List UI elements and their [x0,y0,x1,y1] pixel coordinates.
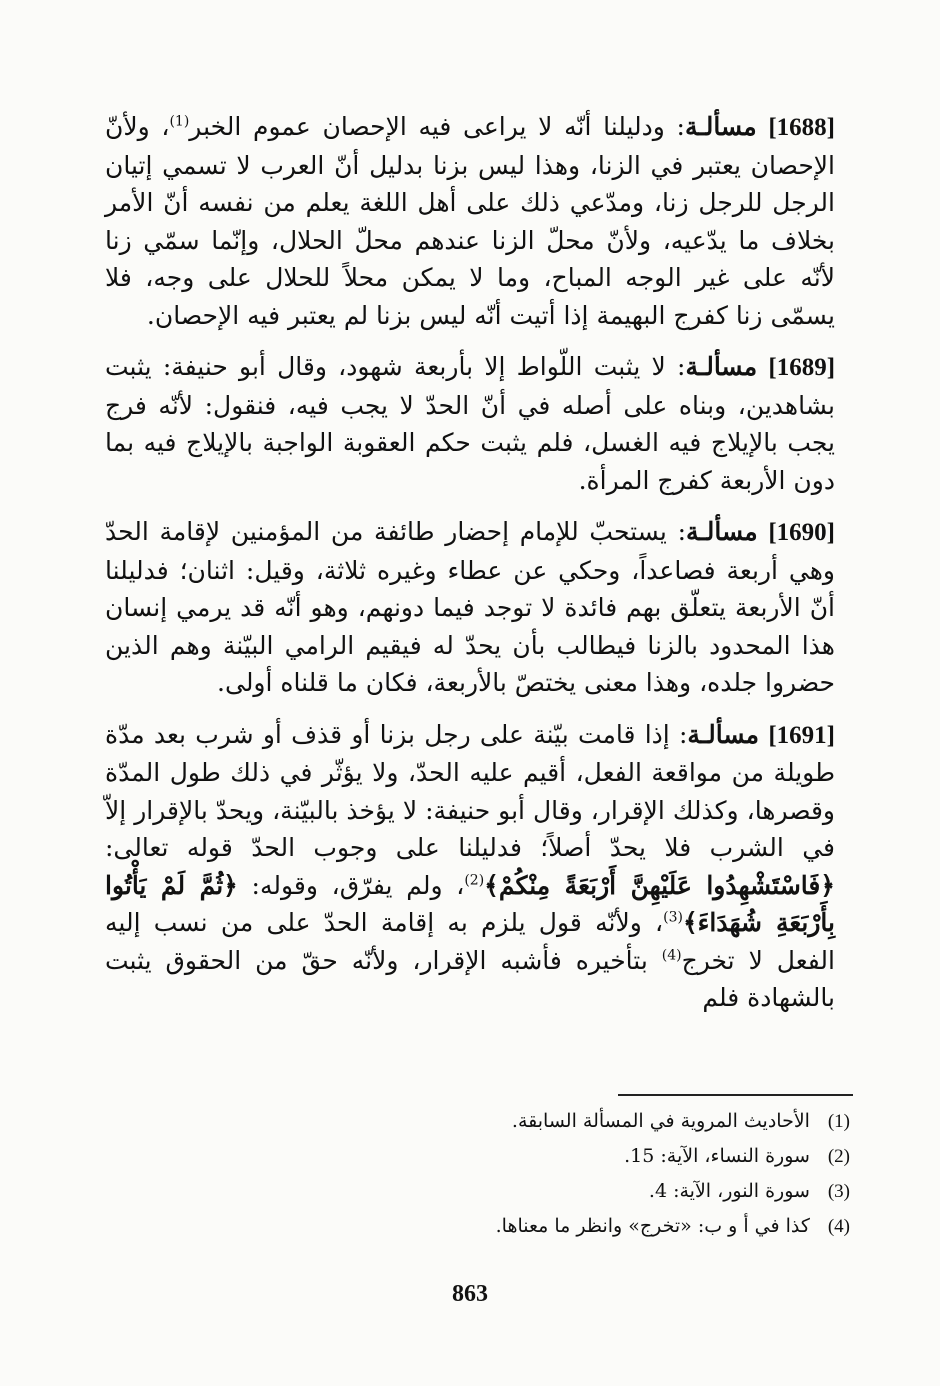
footnote-ref: (4) [661,947,682,964]
footnote [200,1174,850,1209]
quran-verse: ﴿فَاسْتَشْهِدُوا عَلَيْهِنَّ أَرْبَعَةً مِنْكُمْ﴾ [484,870,835,900]
footnote-number: (1) [827,1111,850,1132]
paragraph-text: ، ولأنّه قول يلزم به إقامة الحدّ على من نسب إليه الفعل لا تخرج [105,908,835,975]
issue-label: مسألـة [687,719,760,749]
footnote-text: سورة النور، الآية: 4. [648,1180,810,1202]
quran-verse: ﴿ثُمَّ لَمْ يَأْتُوا بِأَرْبَعَةِ شُهَدَاءَ﴾ [105,870,836,937]
footnote [200,1104,850,1139]
issue-number: [1691] [768,721,835,749]
footnote-divider [618,1094,853,1096]
page-number: 863 [452,1281,488,1307]
paragraph-text: : ودليلنا أنّه لا يراعى فيه الإحصان عموم الخبر [189,112,685,141]
footnote-number: (3) [827,1181,850,1202]
footnote-ref: (3) [663,909,683,926]
footnote [200,1209,850,1244]
issue-number: [1689] [768,354,836,381]
paragraph-text: : يستحبّ للإمام إحضار طائفة من المؤمنين لإقامة الحدّ وهي أربعة فصاعداً، وحكي عن عطاء وغيره ثلاثة، وقيل: اثنان؛ فدليلنا أنّ الأربعة يتعلّق بهم فائدة لا توجد فيما دونهم، وهو أنّه قد يرمي إنسان هذا المحدود بالزنا فيطالب بأن يحدّ له فيقيم الرامي البيّنة وهم الذين حضروا جلده، وهذا معنى يختصّ بالأربعة، فكان ما قلناه أولى. [105,517,835,697]
footnote-text: سورة النساء، الآية: 15. [624,1145,810,1167]
paragraph-text: ، ولأنّ الإحصان يعتبر في الزنا، وهذا ليس بزنا بدليل أنّ العرب لا تسمي إتيان الرجل للرجل زنا، ومدّعي ذلك على أهل اللغة يعلم من نفسه أنّ الأمر بخلاف ما يدّعيه، ولأنّ محلّ الزنا عندهم محلّ الحلال، وإنّما سمّي زنا لأنّه على غير الوجه المباح، وما لا يمكن محلاً للحلال على وجه، فلا يسمّى زنا كفرج البهيمة إذا أتيت أنّه ليس بزنا لم يعتبر فيه الإحصان. [105,112,835,330]
footnote-text: كذا في أ و ب: «تخرج» وانظر ما معناها. [495,1215,810,1237]
paragraph-1688 [105,108,835,334]
issue-label: مسألـة [685,352,758,381]
footnote-ref: (1) [169,113,190,130]
footnote-number: (4) [827,1216,850,1237]
paragraph-text: : لا يثبت اللّواط إلا بأربعة شهود، وقال أبو حنيفة: يثبت بشاهدين، وبناه على أصله في أنّ الحدّ لا يجب فيه، فنقول: لأنّه فرج يجب بالإيلاج فيه الغسل، فلم يثبت حكم العقوبة الواجبة بالإيلاج فيه بما دون الأربعة كفرج المرأة. [105,352,835,495]
footnote-ref: (2) [464,872,485,889]
paragraph-1689 [105,348,835,499]
footnote-text: الأحاديث المروية في المسألة السابقة. [511,1110,810,1132]
issue-number: [1688] [768,114,835,141]
paragraph-text: : إذا قامت بيّنة على رجل بزنا أو قذف أو شرب بعد مدّة طويلة من مواقعة الفعل، أقيم عليه الحدّ، ولا يؤثّر في ذلك طول المدّة وقصرها، وكذلك الإقرار، وقال أبو حنيفة: لا يؤخذ بالبيّنة، ويحدّ بالإقرار إلاّ في الشرب فلا يحدّ أصلاً؛ فدليلنا على وجوب الحدّ قوله تعالى: [105,719,835,862]
footnote [200,1139,850,1174]
footnote-number: (2) [827,1146,850,1167]
main-text [105,108,835,1031]
paragraph-text: بتأخيره فأشبه الإقرار، ولأنّه حقّ من الحقوق يثبت بالشهادة فلم [105,945,835,1012]
footnotes [200,1104,850,1244]
paragraph-1691 [105,716,835,1017]
issue-label: مسألـة [686,517,758,546]
issue-label: مسألـة [684,112,757,141]
paragraph-1690 [105,513,835,702]
paragraph-text: ، ولم يفرّق، وقوله: [251,870,465,900]
issue-number: [1690] [768,519,835,546]
